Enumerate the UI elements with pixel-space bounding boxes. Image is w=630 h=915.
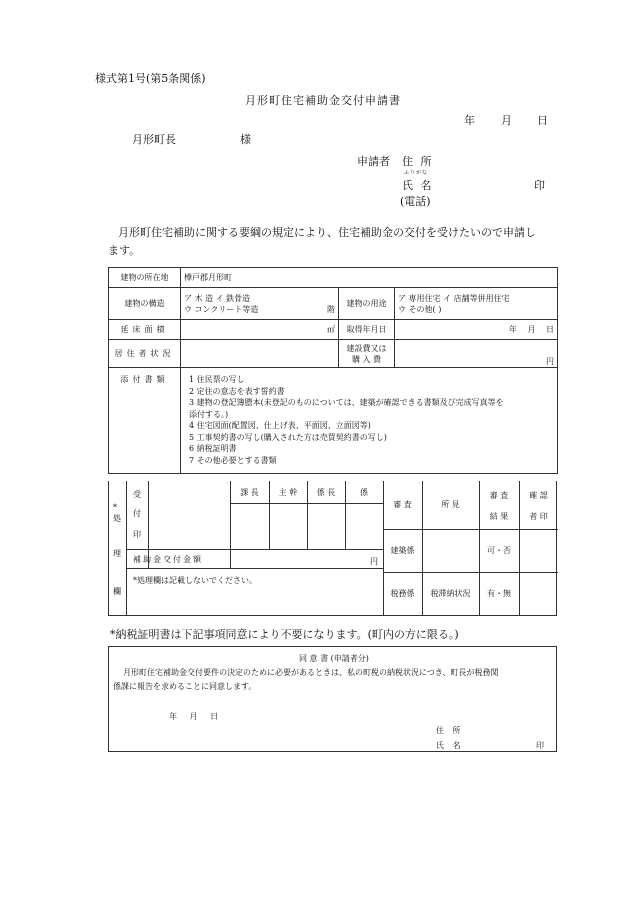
- application-table: [108, 267, 558, 474]
- applicant-address-label: 住 所: [402, 155, 434, 168]
- consent-address-label: 住 所: [436, 726, 464, 735]
- residents-label: 居住者状況: [109, 340, 181, 368]
- cost-cell[interactable]: 円: [395, 340, 558, 368]
- acquired-date-cell[interactable]: 年 月 日: [395, 320, 558, 340]
- subsidy-label: 補助金交付金額: [133, 555, 203, 564]
- floors-unit: 階: [327, 304, 335, 314]
- furigana-label: ふりがな: [404, 170, 429, 176]
- page-title: 月形町住宅補助金交付申請書: [245, 94, 401, 107]
- applicant-name-label: 氏 名: [402, 179, 434, 192]
- processing-label-star: *: [113, 503, 117, 512]
- subsidy-unit[interactable]: 円: [370, 557, 378, 566]
- intro-text-line2: ます。: [108, 244, 141, 257]
- date-year: 年: [464, 114, 475, 127]
- structure-cell[interactable]: [181, 288, 339, 320]
- building-staff-label: 建築係: [390, 546, 415, 555]
- applicant-label: 申請者: [357, 155, 390, 168]
- structure-option-1: ア 木 造 イ 鉄骨造: [184, 293, 251, 303]
- consent-seal: 印: [536, 741, 544, 750]
- use-option-2: ウ その他( ): [398, 304, 442, 314]
- applicant-phone-label: (電話): [400, 195, 431, 208]
- tax-staff-label: 税務係: [390, 589, 415, 598]
- consent-text-line2: 係課に報告を求めることに同意します。: [113, 682, 257, 691]
- addressee-honorific: 様: [240, 133, 251, 146]
- cost-label: [339, 340, 395, 368]
- structure-option-2: ウ コンクリート等造: [184, 304, 259, 314]
- consent-title-main: 同 意 書: [299, 654, 329, 663]
- attachment-item: 2 定住の意志を表す誓約書: [189, 386, 285, 396]
- building-approve-options[interactable]: 可・否: [487, 546, 511, 555]
- tax-status-label: 税滞納状況: [430, 589, 471, 598]
- opinion-label: 所 見: [441, 500, 460, 509]
- confirm-label-1: 確 認: [529, 491, 548, 500]
- processing-label-1: 処: [113, 514, 121, 523]
- role-section-chief: 課 長: [240, 488, 259, 497]
- review-label: 審 査: [393, 500, 412, 509]
- receipt-char-1: 受: [133, 490, 141, 499]
- tax-options[interactable]: 有・無: [487, 589, 511, 598]
- result-label-1: 審 査: [489, 491, 509, 500]
- use-label: 建物の用途: [339, 288, 395, 320]
- structure-label: 建物の構造: [109, 288, 181, 320]
- date-day: 日: [537, 114, 548, 127]
- consent-text-line1: 月形町住宅補助金交付要件の決定のために必要があるときは、私の町税の納税状況につき、町長が税務関: [123, 668, 499, 677]
- location-label: 建物の所在地: [109, 268, 181, 288]
- processing-section: [108, 481, 557, 616]
- tax-certificate-note: *納税証明書は下記事項同意により不要になります。(町内の方に限る。): [110, 628, 459, 641]
- consent-name-label: 氏 名: [436, 741, 464, 750]
- consent-box: [108, 646, 557, 752]
- acquired-label: 取得年月日: [339, 320, 395, 340]
- consent-title-sub: (申請者分): [330, 654, 369, 663]
- location-value[interactable]: 樺戸郡月形町: [181, 268, 558, 288]
- receipt-char-2: 付: [133, 509, 141, 518]
- floor-area-cell[interactable]: ㎡: [181, 320, 339, 340]
- attachment-item: 3 建物の登記簿謄本(未登記のものについては、建築が確認できる書類及び完成写真等を: [189, 398, 504, 407]
- consent-date[interactable]: 年 月 日: [169, 712, 219, 721]
- processing-note: *処理欄は記載しないでください。: [133, 576, 257, 585]
- attachment-item: 添付する。): [189, 409, 229, 419]
- processing-label-2: 理: [113, 549, 121, 558]
- applicant-seal: 印: [534, 179, 545, 192]
- attachment-item: 6 納税証明書: [189, 444, 237, 453]
- receipt-char-3: 印: [133, 530, 141, 539]
- floor-area-label: 延床面積: [109, 320, 181, 340]
- attachment-item: 1 住民票の写し: [189, 375, 245, 384]
- attachment-item: 5 工事契約書の写し(購入された方は売買契約書の写し): [189, 432, 387, 442]
- attachments-list: [181, 368, 558, 474]
- role-senior: 主 幹: [278, 488, 298, 497]
- date-month: 月: [501, 114, 512, 127]
- consent-title: [299, 653, 369, 664]
- receipt-stamp-area[interactable]: [149, 482, 229, 548]
- confirm-label-2: 者 印: [529, 512, 548, 521]
- addressee-name: 月形町長: [132, 133, 176, 146]
- role-staff: 係: [360, 488, 368, 497]
- result-label-2: 結 果: [489, 512, 509, 521]
- use-cell[interactable]: [395, 288, 558, 320]
- approval-seal-area[interactable]: [231, 504, 382, 548]
- role-sub-chief: 係 長: [316, 488, 336, 497]
- processing-label-3: 欄: [113, 587, 121, 596]
- cost-label-line1: 建設費又は: [346, 343, 387, 353]
- attachment-item: 7 その他必要とする書類: [189, 455, 277, 465]
- cost-label-line2: 購 入 費: [351, 354, 382, 364]
- intro-text-line1: 月形町住宅補助に関する要綱の規定により、住宅補助金の交付を受けたいので申請し: [118, 226, 536, 239]
- form-number: 様式第1号(第5条関係): [95, 72, 206, 85]
- use-option-1: ア 専用住宅 イ 店舗等併用住宅: [398, 293, 510, 303]
- attachments-label: 添付書類: [109, 368, 181, 474]
- residents-cell[interactable]: [181, 340, 339, 368]
- attachment-item: 4 住宅図面(配置図、仕上げ表、平面図、立面図等): [189, 421, 371, 430]
